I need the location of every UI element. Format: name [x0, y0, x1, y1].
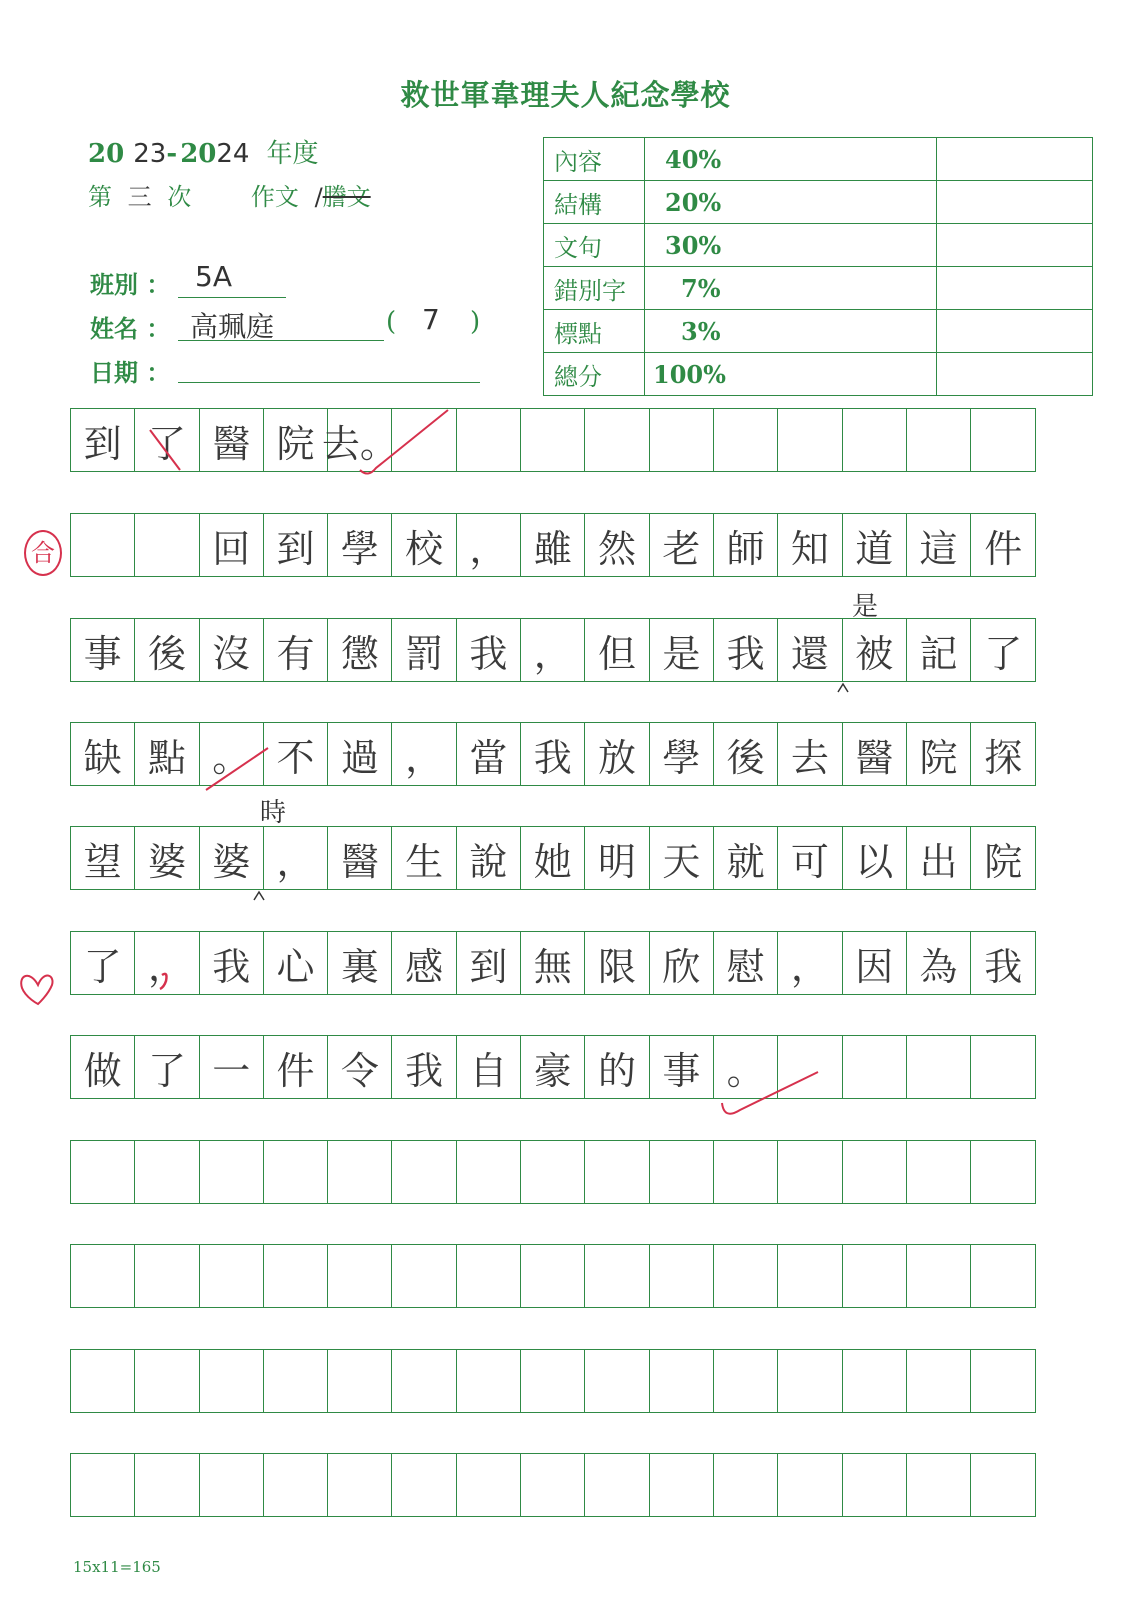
number-close: ) [470, 307, 481, 337]
grid-cell: 一 [200, 1036, 264, 1098]
grid-cell: 罰 [392, 619, 456, 681]
grid-cell: 缺 [71, 723, 135, 785]
grid-cell: 到 [457, 932, 521, 994]
round-suffix: 次 [167, 183, 192, 211]
grid-cell: 老 [650, 514, 714, 576]
grid-cell: 了 [135, 409, 199, 471]
grid-cell: 明 [585, 827, 649, 889]
comma-correction [160, 974, 167, 989]
grid-capacity-footer: 15x11=165 [73, 1558, 161, 1576]
grid-cell: 因 [843, 932, 907, 994]
grid-cell: 校 [392, 514, 456, 576]
grid-cell: 放 [585, 723, 649, 785]
year-prefix-2: 20 [180, 139, 217, 169]
grid-cell: 欣 [650, 932, 714, 994]
number-value: 7 [422, 303, 440, 336]
round-hand: 三 [127, 183, 152, 211]
grid-cell: 說 [457, 827, 521, 889]
grid-cell: 豪 [521, 1036, 585, 1098]
grid-cell: 當 [457, 723, 521, 785]
grid-cell: 可 [778, 827, 842, 889]
grid-cell: 到 [71, 409, 135, 471]
margin-he: 合 [24, 530, 62, 576]
score-percent: 20% [645, 181, 937, 224]
grid-cell: 婆 [200, 827, 264, 889]
grid-cell: 醫 [328, 827, 392, 889]
grid-cell: 令 [328, 1036, 392, 1098]
grid-cell: 天 [650, 827, 714, 889]
grid-cell: 了 [135, 1036, 199, 1098]
grid-cell: 到 [264, 514, 328, 576]
grid-cell: ， [392, 723, 456, 785]
grid-cell: 懲 [328, 619, 392, 681]
grid-cell: 心 [264, 932, 328, 994]
grid-cell: 做 [71, 1036, 135, 1098]
grid-cell: 為 [907, 932, 971, 994]
grid-cell: 限 [585, 932, 649, 994]
grid-cell: 點 [135, 723, 199, 785]
grid-cell: 記 [907, 619, 971, 681]
score-criterion: 結構 [544, 181, 645, 224]
grid-cell: 了 [984, 631, 1023, 676]
grid-cell: 生 [392, 827, 456, 889]
grid-cell: 院 [984, 839, 1023, 884]
grid-cell: 去。 [328, 409, 392, 471]
score-criterion: 錯別字 [544, 267, 645, 310]
caret-insert-2 [254, 892, 264, 900]
grid-cell: 沒 [200, 619, 264, 681]
name-label: 姓名 ： [90, 314, 171, 343]
year-hand-2: 24 [216, 139, 250, 169]
check-stroke-liao [150, 430, 180, 470]
grid-cell: 以 [843, 827, 907, 889]
grid-cell: 無 [521, 932, 585, 994]
type-label: 作文 [250, 183, 299, 211]
grid-cell: ， [457, 514, 521, 576]
grid-cell: 就 [714, 827, 778, 889]
type-struck: 謄文 [322, 183, 371, 211]
grid-cell: 去 [778, 723, 842, 785]
name-value: 高珮庭 [190, 310, 275, 343]
grid-cell: 後 [135, 619, 199, 681]
score-criterion: 總分 [544, 353, 645, 396]
grid-cell: 這 [907, 514, 971, 576]
checkmark-1 [360, 410, 448, 474]
grid-cell: ， [135, 932, 199, 994]
class-label: 班別 ： [90, 270, 171, 299]
grid-cell: 。 [714, 1036, 778, 1098]
grid-cell: 。 [200, 723, 264, 785]
grid-cell: 慰 [714, 932, 778, 994]
grid-cell: 件 [984, 526, 1023, 571]
grid-cell: 不 [264, 723, 328, 785]
score-percent: 30% [645, 224, 937, 267]
grid-cell: 我 [200, 932, 264, 994]
grid-cell: ， [521, 619, 585, 681]
grid-cell: 裏 [328, 932, 392, 994]
year-prefix-1: 20 [88, 139, 125, 169]
grid-cell: 回 [200, 514, 264, 576]
grid-cell: 婆 [135, 827, 199, 889]
year-hand-1: 23 [133, 139, 167, 169]
insert-shi-2: 時 [260, 798, 287, 828]
date-label: 日期 ： [90, 358, 171, 387]
grid-cell: 我 [984, 944, 1023, 989]
grid-cell: 被 [843, 619, 907, 681]
grid-cell: 學 [328, 514, 392, 576]
year-label: 年度 [266, 139, 319, 169]
score-percent: 40% [645, 138, 937, 181]
grid-cell: 了 [71, 932, 135, 994]
grid-cell: 知 [778, 514, 842, 576]
grid-cell: 出 [907, 827, 971, 889]
grid-cell: 件 [264, 1036, 328, 1098]
slash-mark [206, 748, 268, 790]
grid-cell: 我 [457, 619, 521, 681]
grid-cell: 有 [264, 619, 328, 681]
grid-cell: 我 [392, 1036, 456, 1098]
checkmark-2 [722, 1072, 818, 1114]
grid-cell: 事 [650, 1036, 714, 1098]
grid-cell: 後 [714, 723, 778, 785]
round-label: 第 [88, 183, 112, 211]
grid-cell: 過 [328, 723, 392, 785]
grid-cell: 醫 [200, 409, 264, 471]
number-open: ( [386, 307, 397, 337]
school-name: 救世軍韋理夫人紀念學校 [400, 78, 731, 112]
grid-cell: 院 [907, 723, 971, 785]
score-percent: 7% [645, 267, 937, 310]
score-criterion: 文句 [544, 224, 645, 267]
year-dash: - [166, 139, 178, 169]
grid-cell: 的 [585, 1036, 649, 1098]
class-value: 5A [195, 260, 232, 293]
grid-cell: ， [778, 932, 842, 994]
grid-cell: 事 [71, 619, 135, 681]
grid-cell: 雖 [521, 514, 585, 576]
grid-cell: 院 [264, 409, 328, 471]
grid-cell: 還 [778, 619, 842, 681]
grid-cell: 她 [521, 827, 585, 889]
grid-cell: 是 [650, 619, 714, 681]
grid-cell: 我 [521, 723, 585, 785]
score-percent: 100% [645, 353, 937, 396]
grid-cell: 醫 [843, 723, 907, 785]
grid-cell: 然 [585, 514, 649, 576]
grid-cell: ， [264, 827, 328, 889]
type-slash: / [314, 183, 323, 211]
insert-shi-1: 是 [852, 592, 879, 622]
grid-cell: 自 [457, 1036, 521, 1098]
score-criterion: 標點 [544, 310, 645, 353]
grid-cell: 探 [984, 735, 1023, 780]
grid-cell: 感 [392, 932, 456, 994]
grid-cell: 師 [714, 514, 778, 576]
grid-cell: 學 [650, 723, 714, 785]
caret-insert-1 [838, 684, 848, 692]
grid-cell: 望 [71, 827, 135, 889]
grid-cell: 我 [714, 619, 778, 681]
score-percent: 3% [645, 310, 937, 353]
score-criterion: 內容 [544, 138, 645, 181]
grid-cell: 但 [585, 619, 649, 681]
grid-cell: 道 [843, 514, 907, 576]
heart-icon [21, 976, 52, 1004]
